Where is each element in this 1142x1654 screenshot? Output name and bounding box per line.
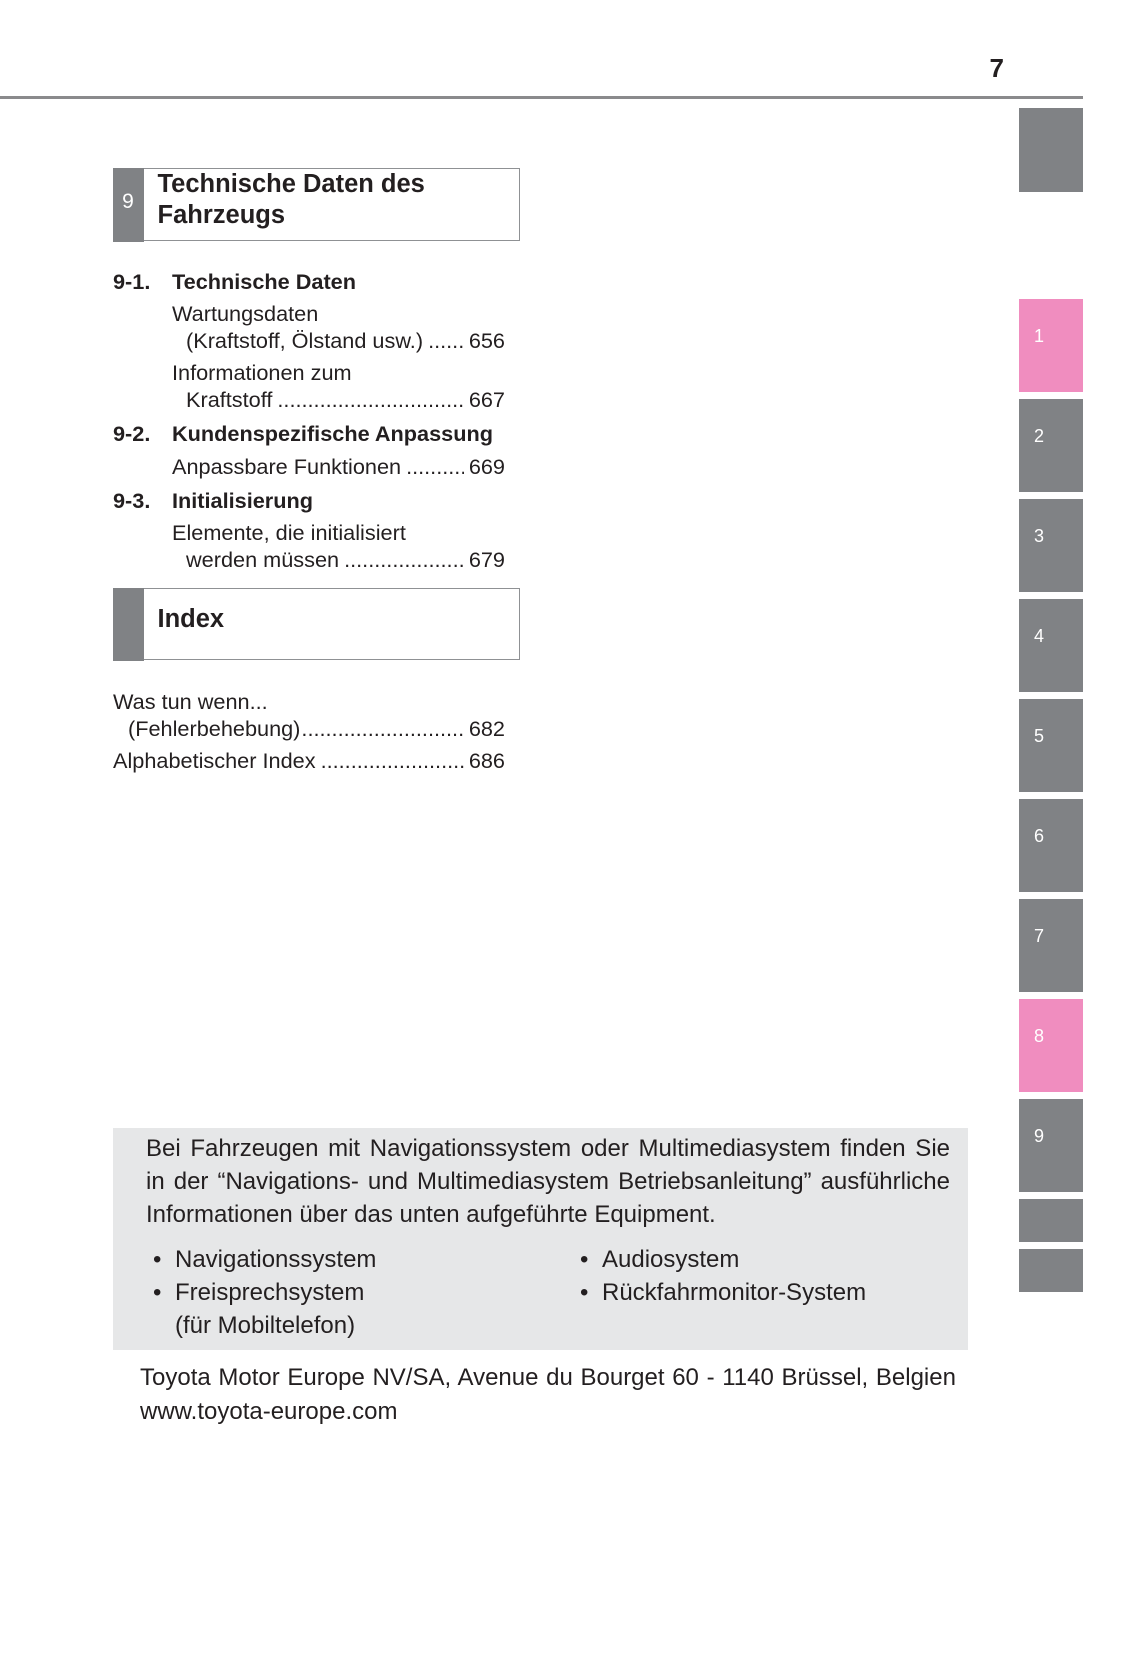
toc-entry [172,519,505,573]
leader-dots [428,327,464,354]
leader-dots [277,386,463,413]
thumb-tab-blank-small-2 [1019,1249,1083,1292]
subsection-title: Initialisierung [172,487,313,513]
toc-subsection-9-1 [113,268,505,295]
chapter-tab-label: 8 [1034,1026,1045,1046]
publisher-footer [140,1361,956,1429]
leader-dots [406,453,464,480]
navigation-info-box [113,1128,968,1350]
toc-entry-label: Elemente, die initialisiert [172,519,406,545]
page-reference: 679 [468,546,505,572]
bullet-icon [580,1243,602,1276]
toc-entry-label: Wartungsdaten [172,300,319,326]
leader-dots [321,747,464,774]
toc-entry-label-continued: (Kraftstoff, Ölstand usw.) [186,327,424,353]
chapter-tab-1 [1019,299,1083,392]
toc-entry-leader-line [113,715,505,742]
section-number: 9 [122,189,134,213]
section-9-header [113,168,520,241]
leader-dots [301,715,463,742]
toc-entry [172,300,505,354]
toc-entry-label: Informationen zum [172,359,352,385]
toc-entry [113,688,505,742]
toc-entry-label: Alphabetischer Index [113,747,316,773]
list-item-body [175,1276,364,1342]
list-item [153,1276,376,1342]
chapter-tab-4 [1019,599,1083,692]
list-item-note: (für Mobiltelefon) [175,1311,356,1339]
chapter-tab-5 [1019,699,1083,792]
subsection-number: 9-2. [113,420,151,446]
chapter-tab-2 [1019,399,1083,492]
publisher-address: Toyota Motor Europe NV/SA, Avenue du Bourget 60 - 1140 Brüssel, Belgien [140,1364,956,1391]
list-item-text: Rückfahrmonitor-System [602,1278,867,1306]
equipment-list-left [153,1243,376,1342]
list-item [153,1243,376,1276]
chapter-tab-label: 2 [1034,426,1045,446]
page-reference: 667 [468,386,505,412]
toc-entry-leader-line [113,747,505,774]
section-number-block [113,168,144,242]
toc-entry [113,747,505,774]
chapter-tab-label: 3 [1034,526,1045,546]
info-paragraph: Bei Fahrzeugen mit Navigationssystem oder Multimediasystem finden Sie in der “Navigations- und Multimediasystem Betriebsanleitung” ausführliche Informationen über das unten aufgeführte Equipment. [146,1134,950,1228]
chapter-tab-label: 9 [1034,1126,1045,1146]
page-reference: 682 [468,715,505,741]
toc-section-9 [113,268,505,573]
bullet-icon [153,1276,175,1342]
toc-entry [172,359,505,413]
chapter-tab-label: 6 [1034,826,1045,846]
page-number: 7 [989,53,1004,83]
bullet-icon [580,1276,602,1309]
leader-dots [344,546,464,573]
page-reference: 669 [468,453,505,479]
list-item-text: Audiosystem [602,1245,740,1273]
chapter-tab-7 [1019,899,1083,992]
chapter-tab-label: 5 [1034,726,1045,746]
thumb-tab-blank-small-1 [1019,1199,1083,1242]
toc-entry-leader-line [172,546,505,573]
list-item-body [175,1243,376,1276]
page-reference: 686 [468,747,505,773]
subsection-title: Technische Daten [172,268,356,294]
index-title: Index [157,605,225,633]
chapter-tab-label: 4 [1034,626,1045,646]
chapter-tab-6 [1019,799,1083,892]
chapter-tab-9 [1019,1099,1083,1192]
toc-entry-leader-line [172,386,505,413]
publisher-website: www.toyota-europe.com [140,1398,398,1425]
page-reference: 656 [468,327,505,353]
toc-entry-label: Was tun wenn... [113,688,268,714]
toc-index [113,688,505,774]
toc-subsection-9-3 [113,487,505,514]
list-item-text: Freisprechsystem [175,1278,365,1306]
chapter-tab-8 [1019,999,1083,1092]
list-item-text: Navigationssystem [175,1245,377,1273]
index-block [113,588,144,661]
header-rule [0,96,1083,99]
list-item-body [602,1276,866,1309]
toc-entry-label: Anpassbare Funktionen [172,453,402,479]
thumb-tab-blank-top [1019,108,1083,192]
chapter-tab-label: 1 [1034,326,1045,346]
equipment-list-right [580,1243,866,1309]
toc-entry-label-continued: Kraftstoff [186,386,273,412]
list-item [580,1243,866,1276]
index-header [113,588,520,660]
toc-entry-leader-line [172,453,505,480]
toc-subsection-9-2 [113,420,505,447]
chapter-tab-label: 7 [1034,926,1045,946]
toc-entry [172,453,505,480]
subsection-number: 9-3. [113,487,151,513]
toc-entry-leader-line [172,327,505,354]
list-item-body [602,1243,739,1276]
chapter-tab-3 [1019,499,1083,592]
toc-entry-label-continued: (Fehlerbehebung) [128,715,301,741]
subsection-title: Kundenspezifische Anpassung [172,420,493,446]
toc-entry-label-continued: werden müssen [186,546,340,572]
bullet-icon [153,1243,175,1276]
section-title: Technische Daten des Fahrzeugs [157,170,425,229]
subsection-number: 9-1. [113,268,151,294]
list-item [580,1276,866,1309]
